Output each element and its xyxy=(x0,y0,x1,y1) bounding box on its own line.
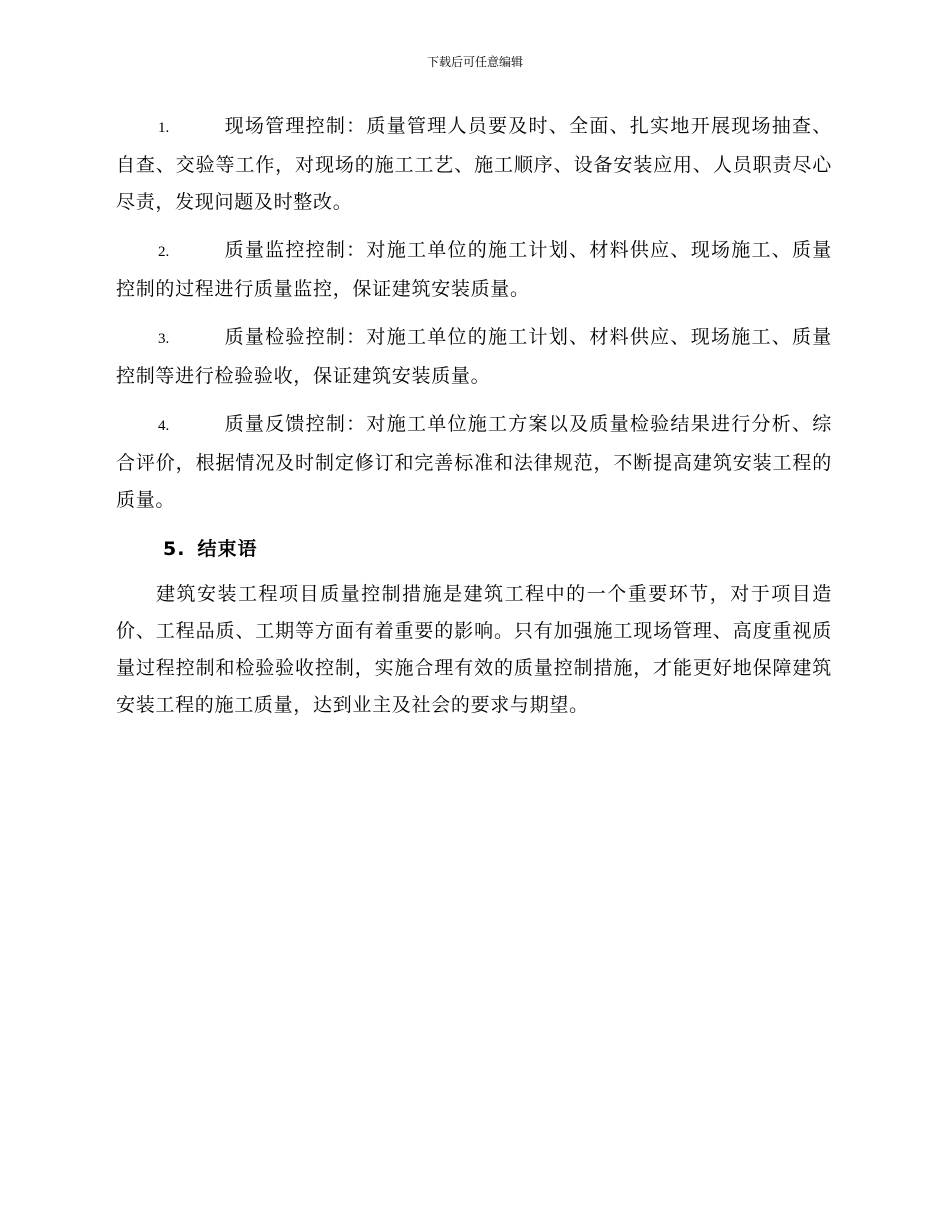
document-body xyxy=(116,108,832,724)
list-item-text: 现场管理控制：质量管理人员要及时、全面、扎实地开展现场抽查、自查、交验等工作，对现场的施工工艺、施工顺序、设备安装应用、人员职责尽心尽责，发现问题及时整改。 xyxy=(116,115,832,213)
list-item-4 xyxy=(116,406,832,519)
section-heading xyxy=(163,531,832,568)
conclusion-paragraph: 建筑安装工程项目质量控制措施是建筑工程中的一个重要环节，对于项目造价、工程品质、工期等方面有着重要的影响。只有加强施工现场管理、高度重视质量过程控制和检验验收控制，实施合理有效的质量控制措施，才能更好地保障建筑安装工程的施工质量，达到业主及社会的要求与期望。 xyxy=(116,583,832,716)
list-item-text: 质量反馈控制：对施工单位施工方案以及质量检验结果进行分析、综合评价，根据情况及时制定修订和完善标准和法律规范，不断提高建筑安装工程的质量。 xyxy=(116,413,832,511)
list-item-number: 2. xyxy=(158,244,170,260)
section-number: 5. xyxy=(163,538,186,560)
list-item-1 xyxy=(116,108,832,221)
list-item-number: 3. xyxy=(158,331,170,347)
header-note: 下载后可任意编辑 xyxy=(426,55,523,69)
list-item-number: 4. xyxy=(158,418,170,434)
list-item-text: 质量监控控制：对施工单位的施工计划、材料供应、现场施工、质量控制的过程进行质量监控，保证建筑安装质量。 xyxy=(116,239,832,300)
list-item-number: 1. xyxy=(158,120,170,136)
section-title: 结束语 xyxy=(197,538,258,560)
list-item-text: 质量检验控制：对施工单位的施工计划、材料供应、现场施工、质量控制等进行检验验收，保证建筑安装质量。 xyxy=(116,326,832,387)
list-item-2 xyxy=(116,232,832,308)
list-item-3 xyxy=(116,319,832,395)
